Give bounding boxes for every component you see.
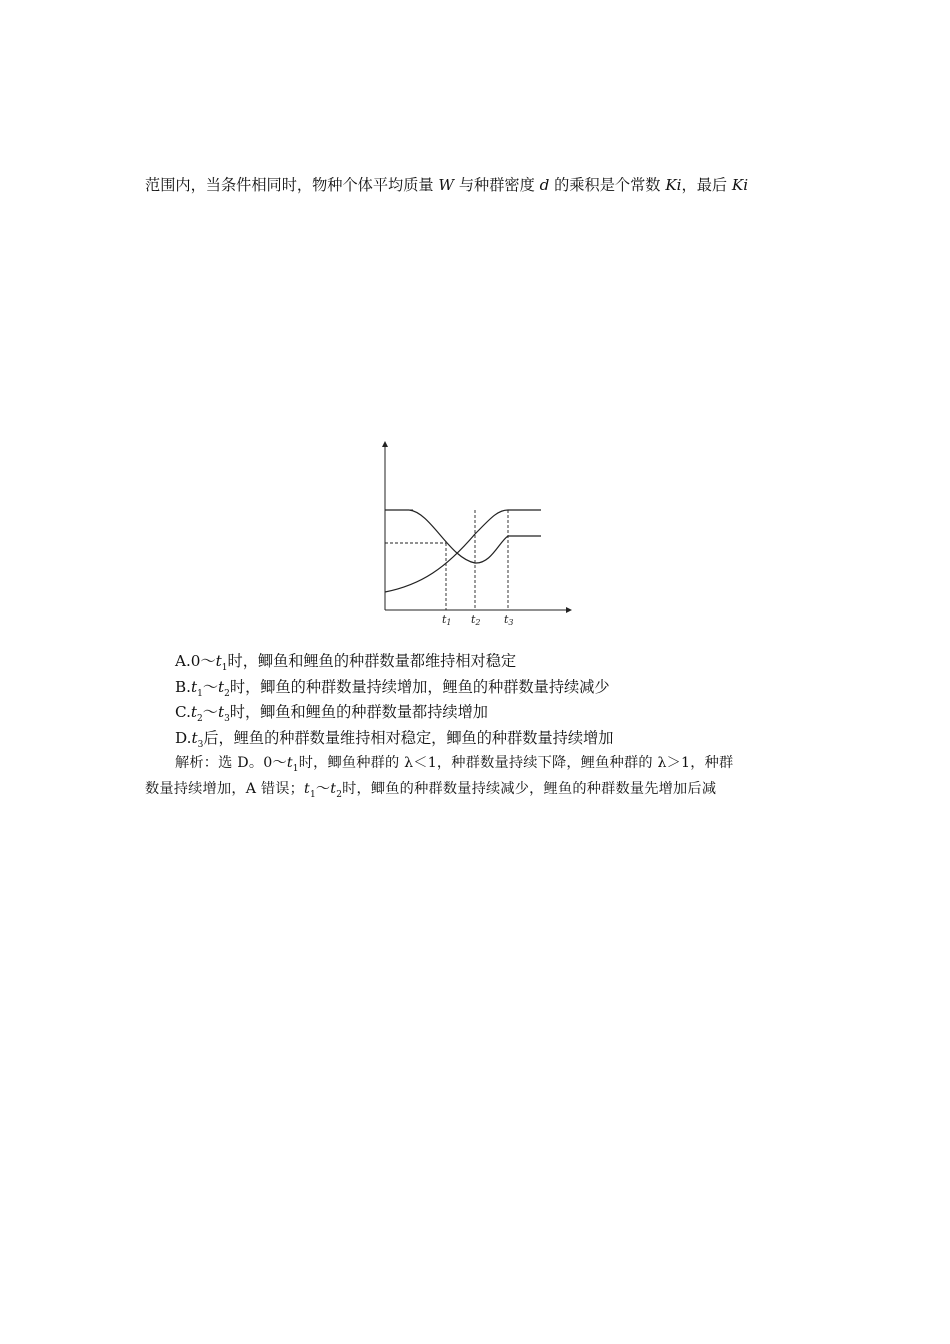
- option-d: [145, 326, 810, 352]
- t1-label: t1: [442, 613, 452, 627]
- question5: [145, 352, 810, 803]
- carp-curve: [385, 510, 541, 563]
- t3-label: t3: [504, 613, 514, 627]
- t2-label: t2: [471, 613, 481, 627]
- option-b: [145, 275, 810, 301]
- option-d: $D.t_3$后，鲤鱼的种群数量维持相对稳定，鲫鱼的种群数量持续增加: [175, 728, 614, 750]
- question-text: [145, 377, 810, 403]
- option-a: [145, 250, 810, 276]
- question-text: 范围内，当条件相同时，物种个体平均质量 W 与种群密度 d 的乘积是个常数 Ki，最后 Ki: [145, 176, 749, 194]
- question-text: [145, 148, 810, 174]
- question5-analysis-line: 解析：选 D。$0\sim t_1$时，鲫鱼种群的 λ＜1，种群数量持续下降，鲤鱼种群的 λ＞1，种群: [175, 755, 734, 774]
- question5-analysis-line: 数量持续增加，A 错误；$t_1\sim t_2$时，鲫鱼的种群数量持续减少，鲤鱼的种群数量先增加后减: [145, 780, 717, 800]
- question-text: [145, 224, 810, 250]
- crucian-carp-curve: [385, 510, 541, 592]
- question5-first-line: [145, 352, 810, 378]
- lambda-chart: [371, 430, 611, 640]
- question4-first-line: [145, 122, 810, 148]
- lambda-curve-figure: [145, 430, 810, 645]
- option-c: [145, 301, 810, 327]
- option-a: $A.0\sim t_1$时，鲫鱼和鲤鱼的种群数量都维持相对稳定: [175, 652, 517, 674]
- question-text: [145, 403, 810, 429]
- document-page: [145, 122, 810, 802]
- option-b: $B.t_1\sim t_2$时，鲫鱼的种群数量持续增加，鲤鱼的种群数量持续减少: [175, 677, 610, 699]
- option-c: $C.t_2\sim t_3$时，鲫鱼和鲤鱼的种群数量都持续增加: [175, 703, 488, 725]
- question-text: [145, 199, 810, 225]
- question4: [145, 122, 810, 352]
